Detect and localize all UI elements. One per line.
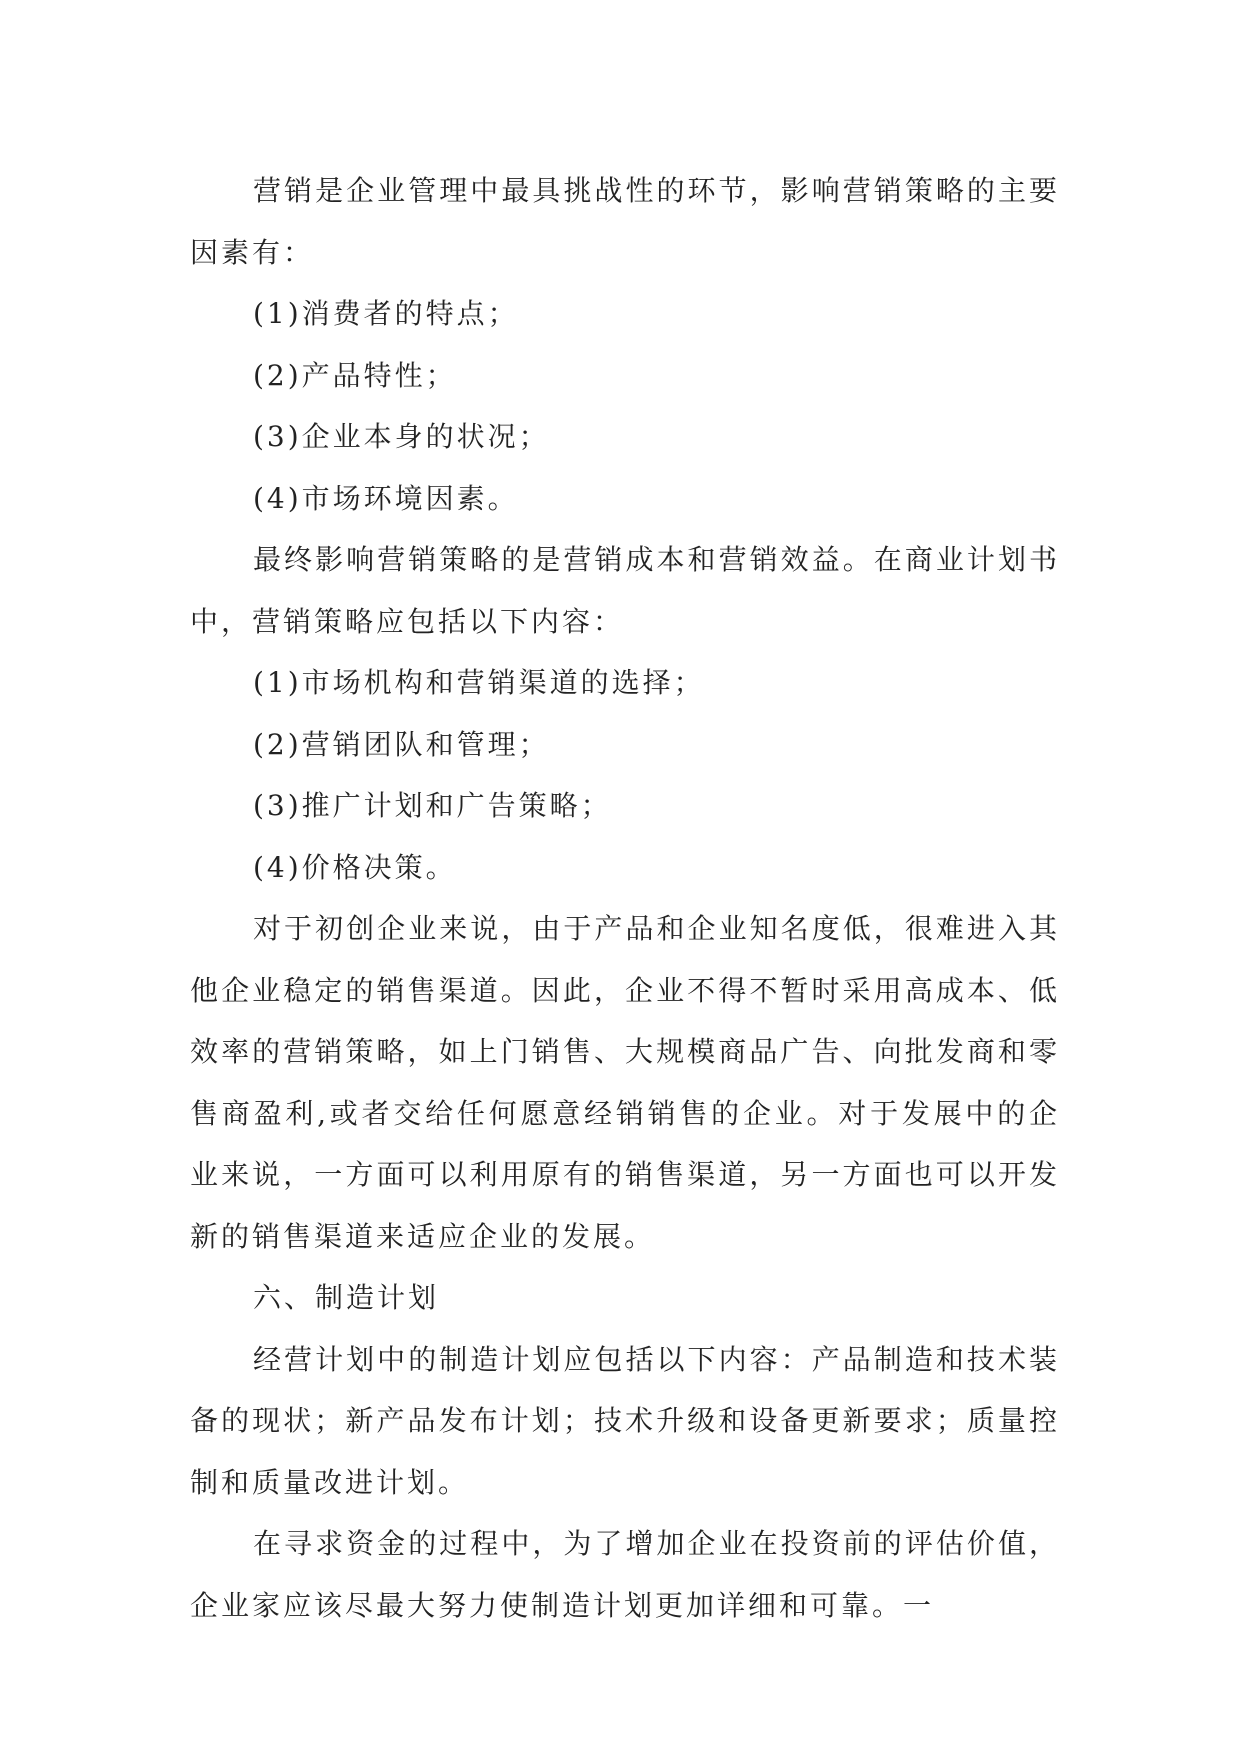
list-item-pricing: (4)价格决策。 [253,850,457,884]
list-item-market-channels: (1)市场机构和营销渠道的选择； [253,666,705,699]
list-item-marketing-team: (2)营销团队和管理； [253,727,550,761]
paragraph-marketing-intro: 营销是企业管理中最具挑战性的环节，影响营销策略的主要因素有： [190,174,1060,269]
list-item-consumer-traits: (1)消费者的特点； [253,297,519,330]
list-item-company-status: (3)企业本身的状况； [253,420,550,453]
document-body [190,160,1060,1636]
paragraph-funding: 在寻求资金的过程中，为了增加企业在投资前的评估价值，企业家应该尽最大努力使制造计划更加详细和可靠。一 [190,1527,1060,1622]
paragraph-startup-marketing: 对于初创企业来说，由于产品和企业知名度低，很难进入其他企业稳定的销售渠道。因此，企业不得不暂时采用高成本、低效率的营销策略，如上门销售、大规模商品广告、向批发商和零售商盈利,或者交给任何愿意经销销售的企业。对于发展中的企业来说，一方面可以利用原有的销售渠道，另一方面也可以开发新的销售渠道来适应企业的发展。 [190,912,1060,1253]
list-item-promotion-plan: (3)推广计划和广告策略； [253,789,612,822]
list-item-market-environment: (4)市场环境因素。 [253,481,519,515]
paragraph-strategy-contents: 最终影响营销策略的是营销成本和营销效益。在商业计划书中，营销策略应包括以下内容： [190,543,1060,638]
paragraph-manufacturing-contents: 经营计划中的制造计划应包括以下内容：产品制造和技术装备的现状；新产品发布计划；技术升级和设备更新要求；质量控制和质量改进计划。 [190,1342,1060,1499]
section-heading-manufacturing: 六、制造计划 [253,1281,440,1314]
list-item-product-traits: (2)产品特性； [253,358,457,392]
